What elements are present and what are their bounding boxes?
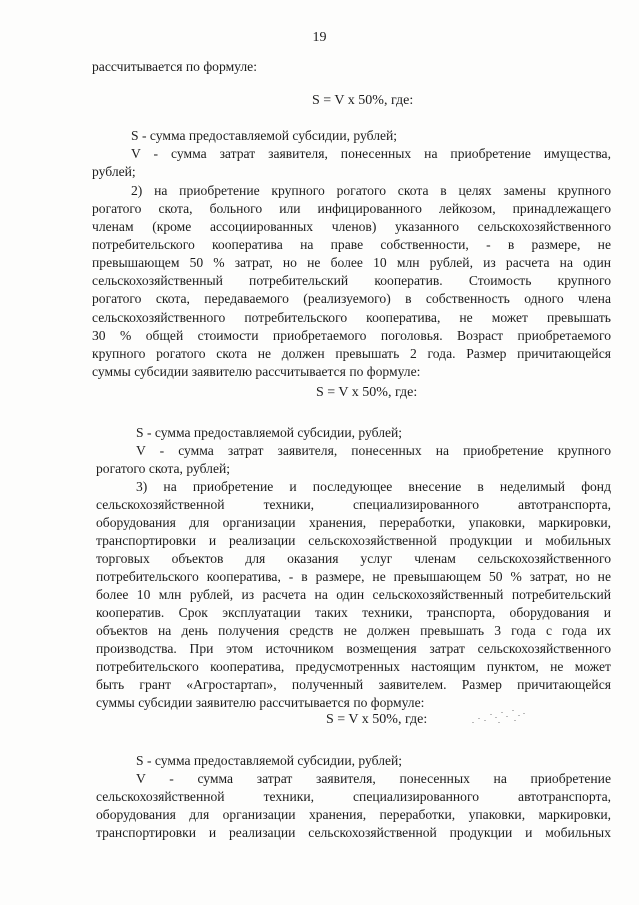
text-line: оборудования для организации хранения, переработки, упаковки, маркировки, [96,515,611,530]
text-line: быть грант «Агростартап», полученный заявителем. Размер причитающейся [96,677,611,692]
text-line: производства. При этом источником возмещения затрат сельскохозяйственного [96,641,611,656]
text-line: суммы субсидии заявителю рассчитывается по формуле: [92,364,421,379]
text-line: кооператив. Срок эксплуатации таких техники, транспорта, оборудования и [96,605,611,620]
text-line: сельскохозяйственной техники, специализированного автотранспорта, [96,497,611,512]
text-line: 3) на приобретение и последующее внесение в неделимый фонд [136,479,611,494]
formula-3: S = V x 50%, где: [326,712,428,727]
text-line: 30 % общей стоимости приобретаемого поголовья. Возраст приобретаемого [92,328,611,343]
text-line: потребительского кооператива, предусмотренных настоящим пунктом, не может [96,659,611,674]
text-line: рублей; [92,164,136,179]
text-line: S - сумма предоставляемой субсидии, рублей; [136,753,403,768]
text-line: суммы субсидии заявителю рассчитывается по формуле: [96,695,425,710]
text-line: членам (кроме ассоциированных членов) указанного сельскохозяйственного [92,219,611,234]
text-line: транспортировки и реализации сельскохозяйственной продукции и мобильных [96,533,611,548]
text-line: V - сумма затрат заявителя, понесенных на приобретение имущества, [131,146,611,161]
text-line: потребительского кооператива, - в размере, не превышающем 50 % затрат, но не [96,569,611,584]
text-line: объектов на день получения средств не должен превышать 3 года с года их [96,623,611,638]
text-line: V - сумма затрат заявителя, понесенных на приобретение крупного [136,443,611,458]
scan-noise-mark [468,708,538,730]
text-line: рогатого скота, больного или инфицированного лейкозом, принадлежащего [92,201,611,216]
text-line: сельскохозяйственной техники, специализированного автотранспорта, [96,789,611,804]
text-line: потребительского кооператива на праве собственности, - в размере, не [92,237,611,252]
text-line: рогатого скота, передаваемого (реализуемого) в собственность одного члена [92,291,611,306]
text-line: S - сумма предоставляемой субсидии, рублей; [136,425,403,440]
page-number: 19 [312,30,327,45]
formula-2: S = V x 50%, где: [316,385,418,400]
text-line: рогатого скота, рублей; [96,461,231,476]
text-line: S - сумма предоставляемой субсидии, рублей; [131,128,398,143]
formula-1: S = V x 50%, где: [312,93,414,108]
text-line: сельскохозяйственный потребительский кооператив. Стоимость крупного [92,273,611,288]
text-line: более 10 млн рублей, из расчета на один сельскохозяйственный потребительский [96,587,611,602]
text-line: сельскохозяйственного потребительского кооператива, не может превышать [92,310,611,325]
text-line: рассчитывается по формуле: [92,59,257,74]
text-line: V - сумма затрат заявителя, понесенных на приобретение [136,771,611,786]
text-line: торговых объектов для оказания услуг членам сельскохозяйственного [96,551,611,566]
text-line: крупного рогатого скота не должен превышать 2 года. Размер причитающейся [92,346,611,361]
text-line: оборудования для организации хранения, переработки, упаковки, маркировки, [96,807,611,822]
text-line: превышающем 50 % затрат, но не более 10 млн рублей, из расчета на один [92,255,611,270]
text-line: 2) на приобретение крупного рогатого скота в целях замены крупного [131,183,611,198]
text-line: транспортировки и реализации сельскохозяйственной продукции и мобильных [96,825,611,840]
